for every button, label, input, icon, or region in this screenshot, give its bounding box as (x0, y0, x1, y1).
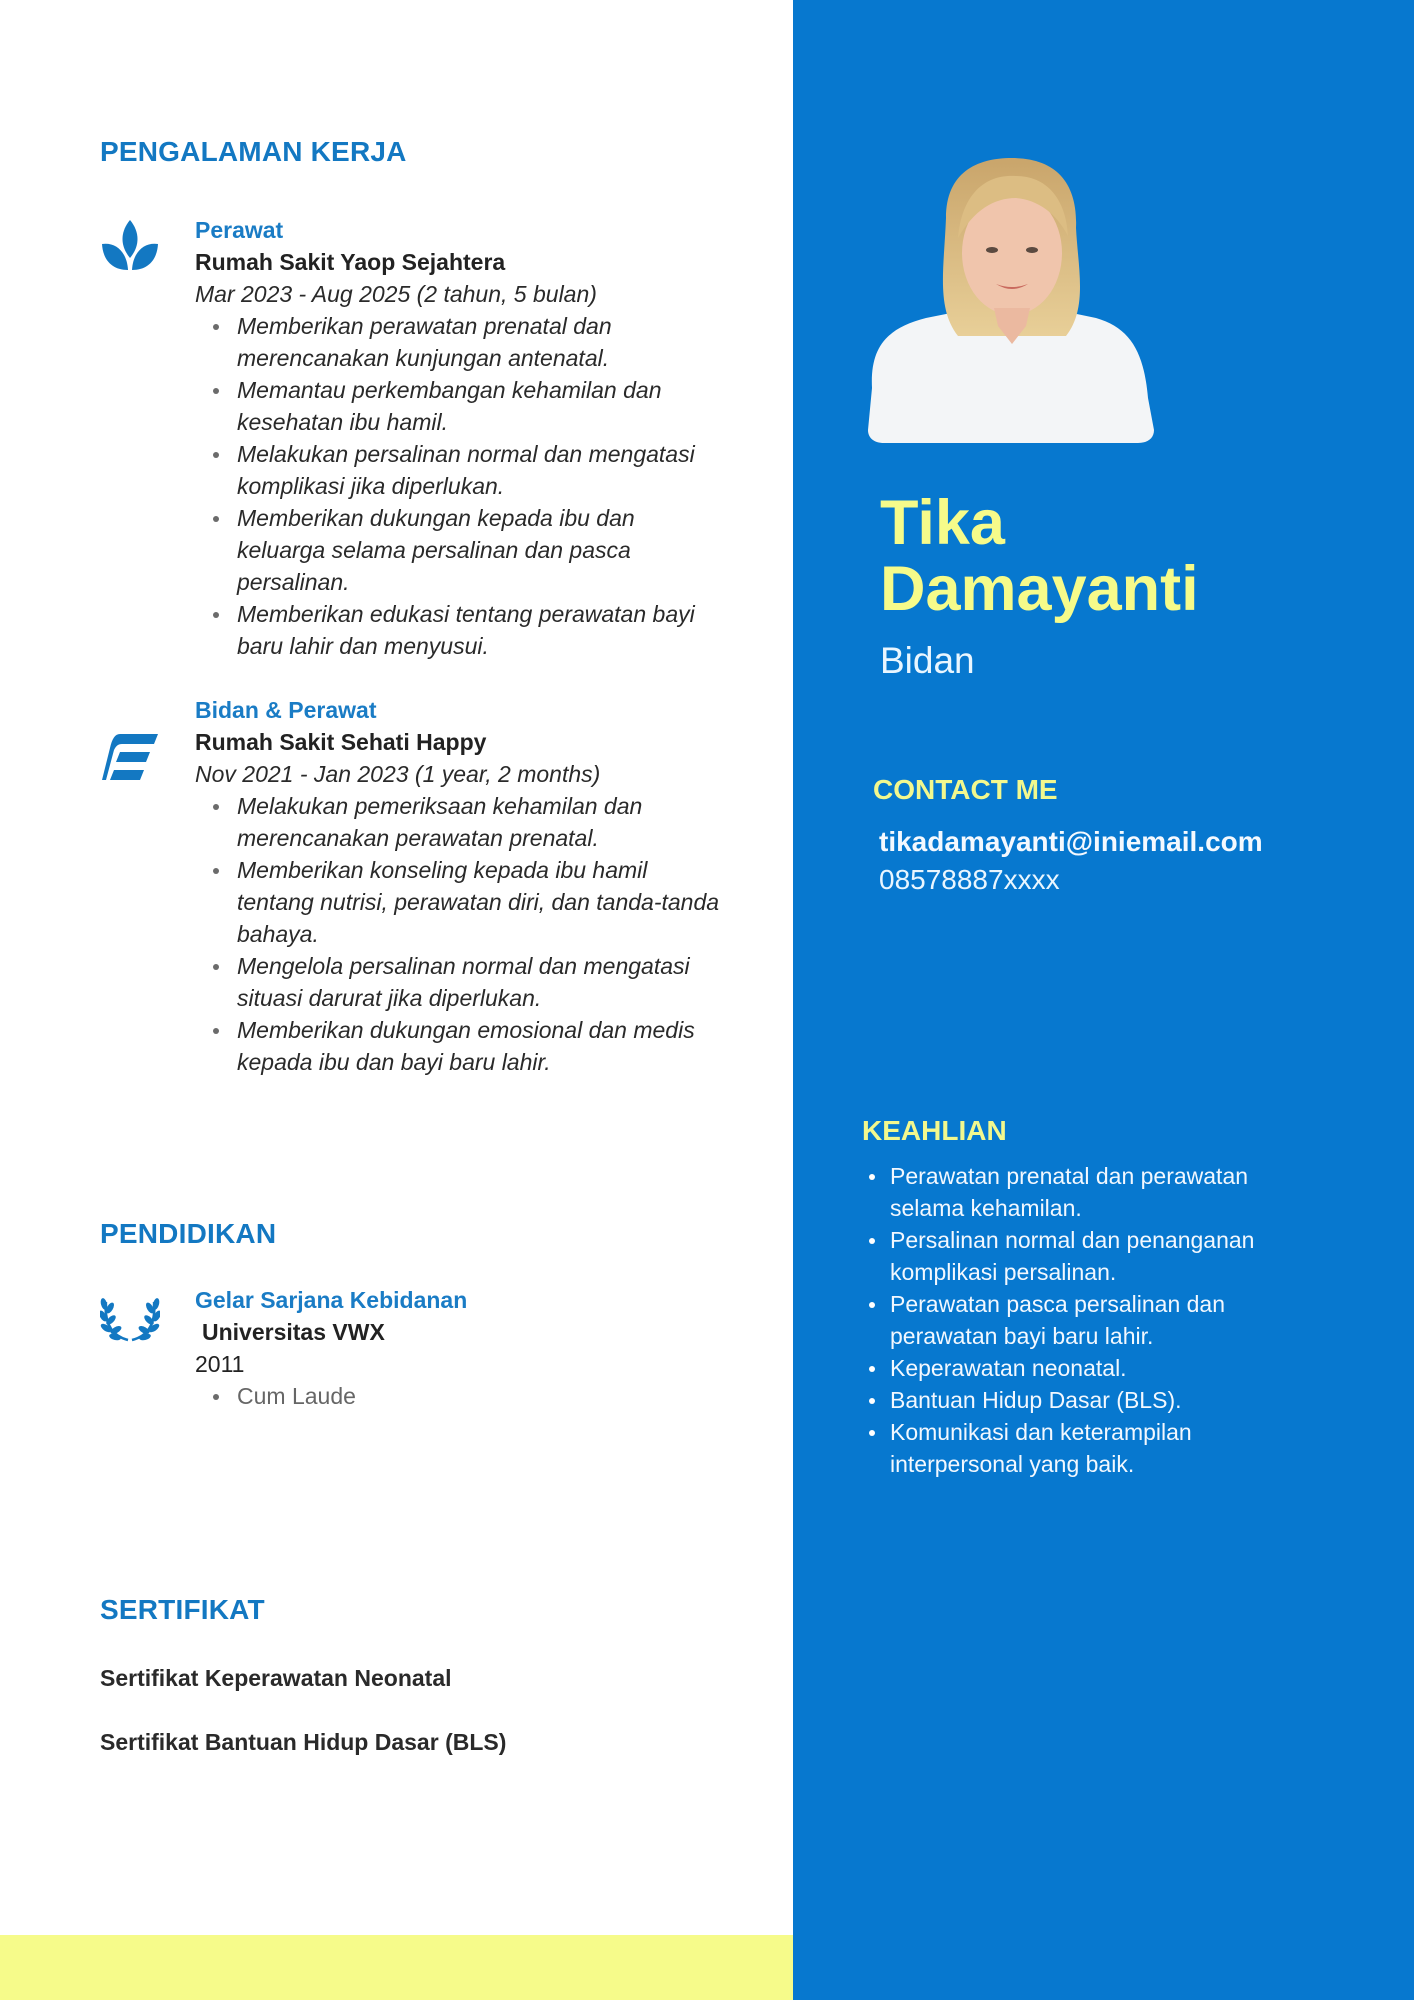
job-dates: Nov 2021 - Jan 2023 (1 year, 2 months) (195, 761, 601, 787)
certificate-item: Sertifikat Bantuan Hidup Dasar (BLS) (100, 1729, 507, 1755)
duty-item: Memberikan dukungan kepada ibu dan keluarga selama persalinan dan pasca persalinan. (237, 502, 717, 598)
duty-item: Melakukan persalinan normal dan mengatasi komplikasi jika diperlukan. (237, 438, 717, 502)
institution: Universitas VWX (202, 1319, 385, 1345)
job-duties (195, 790, 727, 1078)
job-organization: Rumah Sakit Sehati Happy (195, 729, 487, 755)
duty-item: Memberikan edukasi tentang perawatan bayi baru lahir dan menyusui. (237, 598, 717, 662)
education-heading: PENDIDIKAN (100, 1218, 277, 1249)
duty-item: Memantau perkembangan kehamilan dan kesehatan ibu hamil. (237, 374, 717, 438)
duty-item: Memberikan dukungan emosional dan medis kepada ibu dan bayi baru lahir. (237, 1014, 727, 1078)
duty-item: Memberikan konseling kepada ibu hamil tentang nutrisi, perawatan diri, dan tanda-tanda bahaya. (237, 854, 727, 950)
candidate-name (880, 490, 1199, 622)
decorative-yellow-bar (0, 1935, 793, 2000)
contact-phone[interactable]: 08578887xxxx (879, 864, 1060, 895)
education-entry (100, 1284, 720, 1412)
certificate-item: Sertifikat Keperawatan Neonatal (100, 1665, 452, 1691)
skills-list (862, 1160, 1310, 1480)
job-dates: Mar 2023 - Aug 2025 (2 tahun, 5 bulan) (195, 281, 597, 307)
skills-heading: KEAHLIAN (862, 1115, 1007, 1146)
education-notes (195, 1380, 720, 1412)
skill-item: Persalinan normal dan penanganan komplikasi persalinan. (890, 1224, 1310, 1288)
duty-item: Mengelola persalinan normal dan mengatasi situasi darurat jika diperlukan. (237, 950, 727, 1014)
job-entry (100, 214, 720, 662)
job-organization: Rumah Sakit Yaop Sejahtera (195, 249, 506, 275)
profile-photo (866, 158, 1158, 443)
certificates-heading: SERTIFIKAT (100, 1594, 265, 1625)
skill-item: Keperawatan neonatal. (890, 1352, 1310, 1384)
degree: Gelar Sarjana Kebidanan (195, 1287, 468, 1313)
leaf-icon (100, 218, 160, 278)
job-duties (195, 310, 717, 662)
skill-item: Perawatan prenatal dan perawatan selama kehamilan. (890, 1160, 1310, 1224)
experience-heading: PENGALAMAN KERJA (100, 136, 407, 167)
skill-item: Bantuan Hidup Dasar (BLS). (890, 1384, 1310, 1416)
job-role: Perawat (195, 217, 284, 243)
note-item: Cum Laude (237, 1380, 720, 1412)
graduation-year: 2011 (195, 1351, 245, 1377)
laurel-wreath-icon (100, 1294, 160, 1354)
job-role: Bidan & Perawat (195, 697, 377, 723)
skill-item: Komunikasi dan keterampilan interpersonal yang baik. (890, 1416, 1310, 1480)
last-name: Damayanti (880, 554, 1199, 624)
contact-heading: CONTACT ME (873, 774, 1058, 805)
skill-item: Perawatan pasca persalinan dan perawatan bayi baru lahir. (890, 1288, 1310, 1352)
duty-item: Melakukan pemeriksaan kehamilan dan merencanakan perawatan prenatal. (237, 790, 727, 854)
stylized-e-logo-icon (100, 732, 160, 792)
first-name: Tika (880, 488, 1005, 558)
job-entry (100, 694, 720, 1078)
contact-email[interactable]: tikadamayanti@iniemail.com (879, 826, 1263, 857)
duty-item: Memberikan perawatan prenatal dan merencanakan kunjungan antenatal. (237, 310, 717, 374)
job-title: Bidan (880, 640, 975, 681)
